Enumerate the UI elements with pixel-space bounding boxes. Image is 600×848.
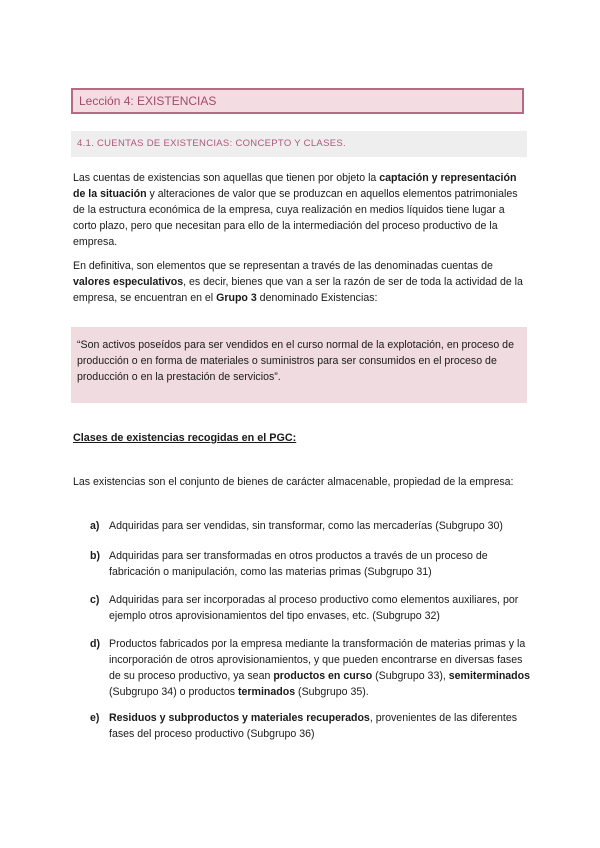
intro-paragraph: Las existencias son el conjunto de bienes de carácter almacenable, propiedad de la empresa: (73, 476, 514, 488)
list-marker: a) (90, 520, 100, 532)
bold-term: terminados (237, 686, 296, 698)
bold-term: captación y representación de la situación (73, 172, 517, 200)
text-run: , provenientes de las diferentes fases del proceso productivo (Subgrupo 36) (109, 712, 518, 740)
bold-term: Residuos y subproductos y materiales recuperados (109, 712, 370, 724)
list-text (109, 548, 530, 580)
bold-term: semiterminados (448, 670, 531, 682)
list-item (90, 518, 530, 534)
summary-paragraph (73, 258, 527, 306)
list-item (90, 636, 530, 700)
text-run: (Subgrupo 34) o productos (109, 686, 238, 698)
definition-quote: “Son activos poseídos para ser vendidos en el curso normal de la explotación, en proceso de producción o en forma de materiales o suministros para ser consumidos en el proceso de producción o en la prestación de servicios”. (71, 327, 527, 403)
list-item (90, 710, 530, 742)
list-item (90, 548, 530, 580)
text-run: y alteraciones de valor que se produzcan en aquellos elementos patrimoniales de la estructura económica de la empresa, cuya realización en medios líquidos tiene lugar a corto plazo, pero que necesitan para ello de la intermediación del proceso productivo de la empresa. (73, 188, 518, 248)
text-run: , es decir, bienes que van a ser la razón de ser de toda la actividad de la empresa, se encuentran en el (73, 276, 523, 304)
text-run: (Subgrupo 35). (295, 686, 369, 698)
list-text (109, 518, 530, 534)
text-run: (Subgrupo 33), (372, 670, 449, 682)
classes-heading: Clases de existencias recogidas en el PGC: (73, 432, 297, 444)
list-text (109, 592, 530, 624)
definition-paragraph (73, 170, 527, 250)
text-run: En definitiva, son elementos que se representan a través de las denominadas cuentas de (73, 260, 493, 272)
list-marker: c) (90, 594, 100, 606)
list-marker: b) (90, 550, 100, 562)
list-marker: e) (90, 712, 100, 724)
text-run: Adquiridas para ser incorporadas al proceso productivo como elementos auxiliares, por ejemplo otros aprovisionamientos del tipo envases, etc. (Subgrupo 32) (109, 594, 519, 622)
list-text (109, 710, 530, 742)
section-title: 4.1. CUENTAS DE EXISTENCIAS: CONCEPTO Y CLASES. (71, 131, 527, 157)
text-run: Productos fabricados por la empresa mediante la transformación de materias primas y la incorporación de otros aprovisionamientos, y que pueden encontrarse en diversas fases de su proceso productivo, ya sean (109, 638, 526, 682)
list-marker: d) (90, 638, 100, 650)
list-text (109, 636, 530, 700)
text-run: Las cuentas de existencias son aquellas que tienen por objeto la (73, 172, 380, 184)
text-run: Adquiridas para ser transformadas en otros productos a través de un proceso de fabricación o manipulación, como las materias primas (Subgrupo 31) (109, 550, 488, 578)
text-run: denominado Existencias: (256, 292, 378, 304)
lesson-title: Lección 4: EXISTENCIAS (71, 88, 524, 114)
list-item (90, 592, 530, 624)
bold-term: Grupo 3 (216, 292, 257, 304)
text-run: Adquiridas para ser vendidas, sin transformar, como las mercaderías (Subgrupo 30) (109, 520, 503, 532)
bold-term: productos en curso (273, 670, 373, 682)
bold-term: valores especulativos (73, 276, 184, 288)
